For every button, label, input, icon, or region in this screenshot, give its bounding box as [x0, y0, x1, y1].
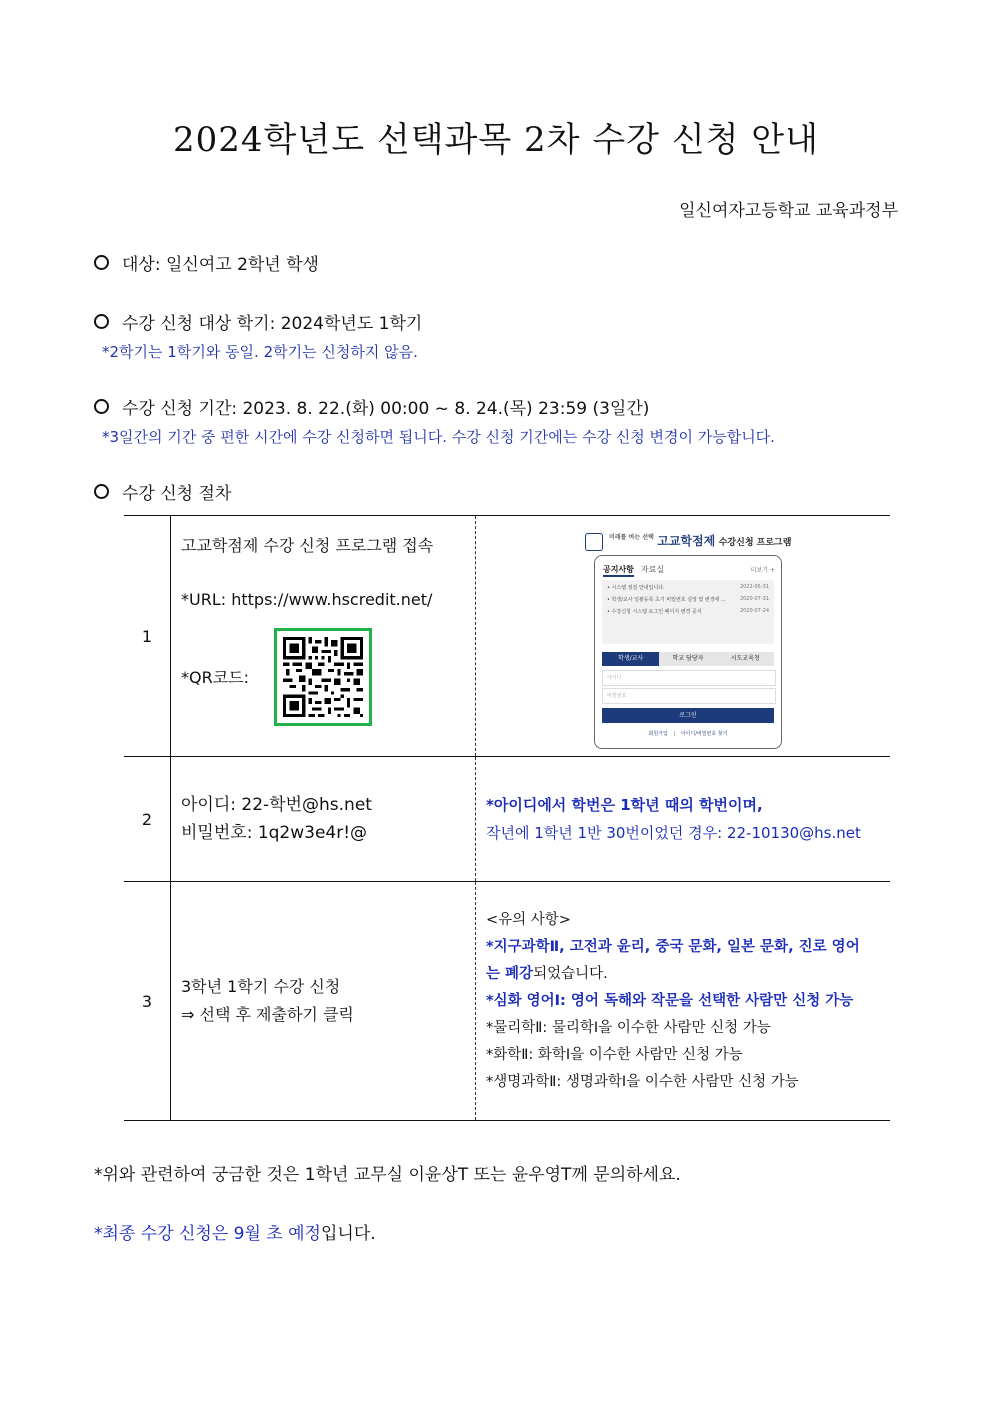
- department: 일신여자고등학교 교육과정부: [679, 201, 898, 221]
- signup-link[interactable]: 회원가입: [648, 730, 668, 737]
- page-title: 2024학년도 선택과목 2차 수강 신청 안내: [172, 120, 819, 160]
- step-url[interactable]: *URL: https://www.hscredit.net/: [181, 590, 433, 609]
- condition-biology: *생명과학Ⅱ: 생명과학Ⅰ을 이수한 사람만 신청 가능: [486, 1073, 799, 1090]
- role-tab-school[interactable]: 학교 담당자: [659, 652, 716, 666]
- notice-item[interactable]: • 수강신청 시스템 로그인 페이지 변경 공지: [607, 608, 702, 615]
- qr-code-icon[interactable]: [274, 628, 372, 726]
- more-link[interactable]: 더보기 +: [750, 566, 775, 574]
- table-row: [124, 516, 890, 757]
- tab-resources[interactable]: 자료실: [641, 564, 665, 574]
- step-description: [171, 516, 476, 757]
- item-note: *3일간의 기간 중 편한 시간에 수강 신청하면 됩니다. 수강 신청 기간에는 수강 신청 변경이 가능합니다.: [102, 428, 775, 446]
- id-note: *아이디에서 학번은 1학년 때의 학번이며,: [486, 796, 763, 814]
- bullet-circle-icon: [94, 399, 109, 414]
- item-text: 수강 신청 기간: 2023. 8. 22.(화) 00:00 ~ 8. 24.(목) 23:59 (3일간): [122, 399, 650, 419]
- table-row: [124, 882, 890, 1121]
- logo-icon: [585, 533, 603, 551]
- notice-item[interactable]: • 학생/교사 일괄등록 초기 비밀번호 설정 및 변경에 ...: [607, 596, 726, 603]
- role-tabs: [602, 652, 774, 666]
- item-target: [94, 250, 319, 275]
- id-example: 작년에 1학년 1반 30번이었던 경우: 22-10130@hs.net: [486, 824, 861, 842]
- item-text: 수강 신청 절차: [122, 484, 232, 504]
- condition-physics: *물리학Ⅱ: 물리학Ⅰ을 이수한 사람만 신청 가능: [486, 1019, 771, 1036]
- table-row: [124, 757, 890, 882]
- id-input[interactable]: 아이디: [602, 670, 776, 686]
- step-title: 3학년 1학기 수강 신청: [181, 977, 341, 996]
- step-note: [476, 882, 891, 1121]
- notice-date: 2020-07-31: [739, 595, 769, 602]
- notice-item[interactable]: • 시스템 점검 안내입니다.: [607, 584, 665, 591]
- step-number: 2: [124, 757, 171, 882]
- login-button[interactable]: 로그인: [602, 708, 774, 723]
- program-screenshot: [594, 555, 782, 749]
- closed-courses: *지구과학Ⅱ, 고전과 윤리, 중국 문화, 일본 문화, 진로 영어: [486, 938, 860, 955]
- step-note: [476, 757, 891, 882]
- password-input[interactable]: 비밀번호: [602, 688, 776, 704]
- final-note: *최종 수강 신청은 9월 초 예정입니다.: [94, 1224, 376, 1244]
- password: 비밀번호: 1q2w3e4r!@: [181, 823, 368, 843]
- item-note: *2학기는 1학기와 동일. 2학기는 신청하지 않음.: [102, 343, 418, 361]
- item-period: [94, 394, 649, 419]
- notice-heading: <유의 사항>: [486, 911, 571, 928]
- step-description: [171, 882, 476, 1121]
- bullet-circle-icon: [94, 314, 109, 329]
- notice-list: [602, 580, 774, 644]
- role-tab-student[interactable]: 학생/교사: [602, 652, 659, 666]
- notice-date: 2020-07-24: [739, 607, 769, 614]
- tab-notice[interactable]: 공지사항: [603, 564, 634, 577]
- program-logo: $^{미래를 여는 선택}$ 고교학점제 수강신청 프로그램: [486, 532, 890, 551]
- item-semester: [94, 309, 422, 334]
- notice-date: 2022-05-31: [739, 583, 769, 590]
- id-format: 아이디: 22-학번@hs.net: [181, 795, 372, 815]
- item-text: 수강 신청 대상 학기: 2024학년도 1학기: [122, 314, 423, 334]
- bullet-circle-icon: [94, 255, 109, 270]
- closed-courses-cont: 는 폐강되었습니다.: [486, 965, 608, 982]
- find-account-link[interactable]: 아이디/비밀번호 찾기: [680, 730, 728, 737]
- qr-label: *QR코드:: [181, 668, 250, 687]
- condition-english: *심화 영어Ⅰ: 영어 독해와 작문을 선택한 사람만 신청 가능: [486, 992, 854, 1009]
- step-title: 고교학점제 수강 신청 프로그램 접속: [181, 536, 434, 555]
- contact-note: *위와 관련하여 궁금한 것은 1학년 교무실 이윤상T 또는 윤우영T께 문의하세요.: [94, 1165, 681, 1185]
- link-separator: |: [673, 730, 676, 737]
- step-number: 1: [124, 516, 171, 757]
- role-tab-office[interactable]: 시도교육청: [717, 652, 774, 666]
- step-screenshot: [476, 516, 891, 757]
- step-description: [171, 757, 476, 882]
- item-procedure: [94, 479, 231, 504]
- bullet-circle-icon: [94, 484, 109, 499]
- procedure-table: [124, 515, 890, 1121]
- step-number: 3: [124, 882, 171, 1121]
- item-text: 대상: 일신여고 2학년 학생: [122, 255, 319, 275]
- condition-chemistry: *화학Ⅱ: 화학Ⅰ을 이수한 사람만 신청 가능: [486, 1046, 743, 1063]
- step-instruction: ⇒ 선택 후 제출하기 클릭: [181, 1005, 354, 1024]
- footer-links: [595, 730, 781, 737]
